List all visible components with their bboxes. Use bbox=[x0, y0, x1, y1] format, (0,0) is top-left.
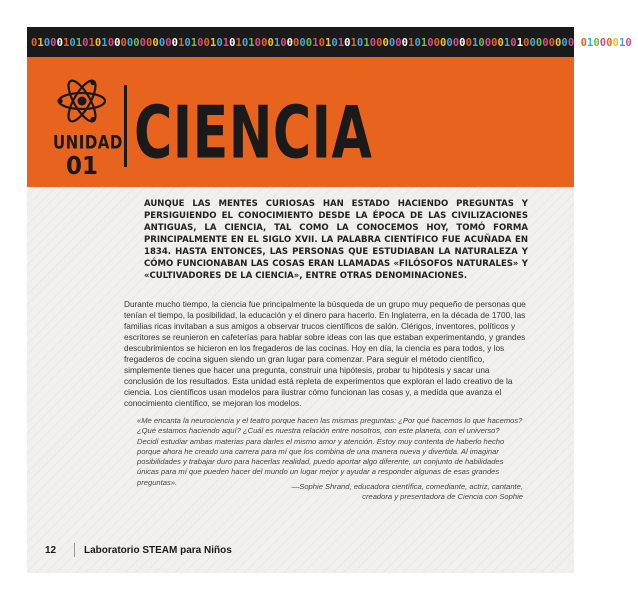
binary-digit: 0 bbox=[395, 37, 402, 49]
binary-digit: 0 bbox=[261, 37, 268, 49]
binary-digit: 0 bbox=[31, 37, 38, 49]
quote-attribution bbox=[200, 482, 523, 503]
binary-digit: 1 bbox=[350, 37, 357, 49]
binary-digit: 1 bbox=[248, 37, 255, 49]
binary-digit: 0 bbox=[254, 37, 262, 49]
title-divider bbox=[124, 85, 127, 167]
binary-digit: 1 bbox=[363, 37, 370, 49]
binary-digit: 0 bbox=[548, 37, 556, 49]
unit-number: 01 bbox=[65, 151, 98, 181]
binary-digit: 0 bbox=[440, 37, 447, 49]
page-title: CIENCIA bbox=[134, 89, 373, 175]
binary-digit: 1 bbox=[618, 37, 626, 49]
book-title: Laboratorio STEAM para Niños bbox=[84, 545, 232, 556]
binary-digit: 0 bbox=[523, 37, 530, 49]
binary-digit: 1 bbox=[337, 37, 345, 49]
binary-digit: 1 bbox=[235, 37, 242, 49]
binary-strip bbox=[27, 27, 638, 57]
binary-digit: 0 bbox=[241, 37, 249, 49]
binary-digit: 0 bbox=[120, 37, 127, 49]
binary-digit: 1 bbox=[408, 37, 415, 49]
binary-digit: 0 bbox=[529, 37, 536, 49]
binary-digit: 0 bbox=[94, 37, 102, 49]
binary-digit: 0 bbox=[133, 37, 140, 49]
unit-label bbox=[53, 130, 123, 181]
binary-digit: 1 bbox=[503, 37, 511, 49]
binary-digit: 0 bbox=[171, 37, 178, 49]
body-paragraph: Durante mucho tiempo, la ciencia fue principalmente la búsqueda de un grupo muy pequeño de personas que tenían el tiempo, la posibilidad, la educación y el dinero para hacerlo. En Inglaterra, en la década de 1700, las familias ricas invitaban a sus amigos a observar trucos científicos de salón. Clérigos, inventores, políticos y escritores se reunieron en cafeterías para hablar sobre ideas con las que estaban experimentando, y grandes descubrimientos se hicieron en los fregaderos de las cocinas. Hoy en día, la ciencia es para todos, y los fregaderos de cocina siguen siendo un gran lugar para comenzar. Para seguir el método científico, simplemente tienes que hacer una pregunta, construir una hipótesis, probar tu hipótesis y sacar una conclusión de los resultados. Esta unidad está repleta de experimentos que exploran el lado creativo de la ciencia. Los científicos usan modelos para ilustrar cómo funcionan las cosas y, a medida que avanza el conocimiento científico, se mejoran los modelos. bbox=[124, 300, 526, 409]
binary-digit: 1 bbox=[471, 37, 479, 49]
binary-digit: 0 bbox=[280, 37, 287, 49]
page-number: 12 bbox=[45, 545, 57, 556]
binary-digit: 1 bbox=[312, 37, 319, 49]
binary-digit: 0 bbox=[631, 37, 638, 49]
binary-digit: 0 bbox=[216, 37, 223, 49]
binary-digit: 0 bbox=[376, 37, 383, 49]
binary-digit: 1 bbox=[273, 37, 281, 49]
binary-digit: 1 bbox=[62, 37, 70, 49]
binary-digit: 0 bbox=[344, 37, 351, 49]
binary-digit: 0 bbox=[203, 37, 210, 49]
binary-digit: 0 bbox=[599, 37, 607, 49]
binary-digit: 0 bbox=[356, 37, 364, 49]
binary-digit: 0 bbox=[56, 37, 63, 49]
binary-digit: 0 bbox=[184, 37, 191, 49]
binary-digit: 0 bbox=[43, 37, 51, 49]
binary-digit: 1 bbox=[177, 37, 185, 49]
binary-digit: 0 bbox=[433, 37, 440, 49]
binary-digit: 0 bbox=[555, 37, 562, 49]
binary-digit: 0 bbox=[510, 37, 517, 49]
binary-digit: 0 bbox=[625, 37, 632, 49]
binary-digit: 0 bbox=[50, 37, 57, 49]
binary-digit: 0 bbox=[612, 37, 619, 49]
binary-digit: 0 bbox=[318, 37, 325, 49]
binary-digit: 0 bbox=[69, 37, 76, 49]
binary-digit: 0 bbox=[478, 37, 485, 49]
binary-digit: 0 bbox=[484, 37, 492, 49]
binary-digit: 0 bbox=[427, 37, 434, 49]
atom-icon bbox=[56, 80, 108, 122]
binary-digit: 1 bbox=[420, 37, 428, 49]
unit-word: UNIDAD bbox=[53, 130, 123, 154]
binary-digit: 0 bbox=[139, 37, 147, 49]
binary-digit: 0 bbox=[286, 37, 294, 49]
binary-digit: 0 bbox=[331, 37, 338, 49]
binary-digit: 0 bbox=[567, 37, 575, 49]
binary-digits bbox=[31, 37, 638, 49]
binary-digit: 0 bbox=[382, 37, 389, 49]
binary-digit: 0 bbox=[574, 37, 581, 49]
attribution-line-1: —Sophie Shrand, educadora científica, comediante, actriz, cantante, bbox=[291, 482, 523, 491]
binary-digit: 0 bbox=[229, 37, 236, 49]
binary-digit: 0 bbox=[305, 37, 313, 49]
binary-digit: 0 bbox=[414, 37, 421, 49]
binary-digit: 1 bbox=[516, 37, 524, 49]
binary-digit: 1 bbox=[88, 37, 95, 49]
binary-digit: 0 bbox=[491, 37, 498, 49]
binary-digit: 0 bbox=[146, 37, 153, 49]
binary-digit: 0 bbox=[107, 37, 115, 49]
footer-separator bbox=[74, 543, 75, 557]
binary-digit: 0 bbox=[452, 37, 460, 49]
binary-digit: 1 bbox=[75, 37, 83, 49]
binary-digit: 1 bbox=[586, 37, 594, 49]
binary-digit: 0 bbox=[158, 37, 166, 49]
binary-digit: 1 bbox=[324, 37, 332, 49]
binary-digit: 0 bbox=[82, 37, 89, 49]
binary-digit: 0 bbox=[535, 37, 543, 49]
lead-paragraph: AUNQUE LAS MENTES CURIOSAS HAN ESTADO HACIENDO PREGUNTAS Y PERSIGUIENDO EL CONOCIMIENTO DESDE LA ÉPOCA DE LAS CIVILIZACIONES ANTIGUAS, LA CIENCIA, TAL COMO LA CONOCEMOS HOY, TOMÓ FORMA PRINCIPALMENTE EN EL SIGLO XVII. LA PALABRA CIENTÍFICO FUE ACUÑADA EN 1834. HASTA ENTONCES, LAS PERSONAS QUE ESTUDIABAN LA NATURALEZA Y CÓMO FUNCIONABAN LAS COSAS ERAN LLAMADAS «FILÓSOFOS NATURALES» Y «CULTIVADORES DE LA CIENCIA», ENTRE OTRAS DENOMINACIONES. bbox=[144, 199, 528, 281]
attribution-line-2: creadora y presentadora de Ciencia con Sophie bbox=[362, 492, 523, 502]
binary-digit: 0 bbox=[197, 37, 204, 49]
binary-digit: 1 bbox=[190, 37, 198, 49]
binary-digit: 0 bbox=[267, 37, 274, 49]
binary-digit: 0 bbox=[459, 37, 466, 49]
binary-digit: 0 bbox=[369, 37, 377, 49]
binary-digit: 0 bbox=[606, 37, 613, 49]
binary-digit: 0 bbox=[293, 37, 300, 49]
binary-digit: 1 bbox=[222, 37, 230, 49]
binary-digit: 0 bbox=[126, 37, 134, 49]
binary-digit: 0 bbox=[593, 37, 600, 49]
binary-digit: 1 bbox=[37, 37, 44, 49]
quote-text: «Me encanta la neurociencia y el teatro porque hacen las mismas preguntas: ¿Por qué hacemos lo que hacemos?¿Qué estamos haciendo aquí? ¿Cuál es nuestra relación entre nosotros, con este planeta, con el universo? Decidí estudiar ambas materias para darles el mismo amor y atención. Estoy muy contenta de haberlo hecho porque ahora he creado una carrera para mí que los combina de una manera nueva y divertida. Al imaginar posibilidades y trabajar duro para hacerlas realidad, puedo aportar algo diferente, un conjunto de habilidades únicas para mí que pueden hacer del mundo un lugar mejor y ayudar a responder algunas de esas grandes preguntas». bbox=[137, 416, 523, 487]
binary-digit: 0 bbox=[561, 37, 568, 49]
binary-digit: 0 bbox=[580, 37, 587, 49]
binary-digit: 0 bbox=[446, 37, 453, 49]
binary-digit: 0 bbox=[152, 37, 159, 49]
binary-digit: 0 bbox=[299, 37, 306, 49]
binary-digit: 0 bbox=[465, 37, 472, 49]
binary-digit: 0 bbox=[542, 37, 549, 49]
binary-digit: 1 bbox=[101, 37, 108, 49]
binary-digit: 0 bbox=[401, 37, 409, 49]
binary-digit: 0 bbox=[165, 37, 172, 49]
binary-digit: 1 bbox=[209, 37, 217, 49]
binary-digit: 0 bbox=[114, 37, 121, 49]
binary-digit: 0 bbox=[497, 37, 504, 49]
binary-digit: 0 bbox=[388, 37, 396, 49]
